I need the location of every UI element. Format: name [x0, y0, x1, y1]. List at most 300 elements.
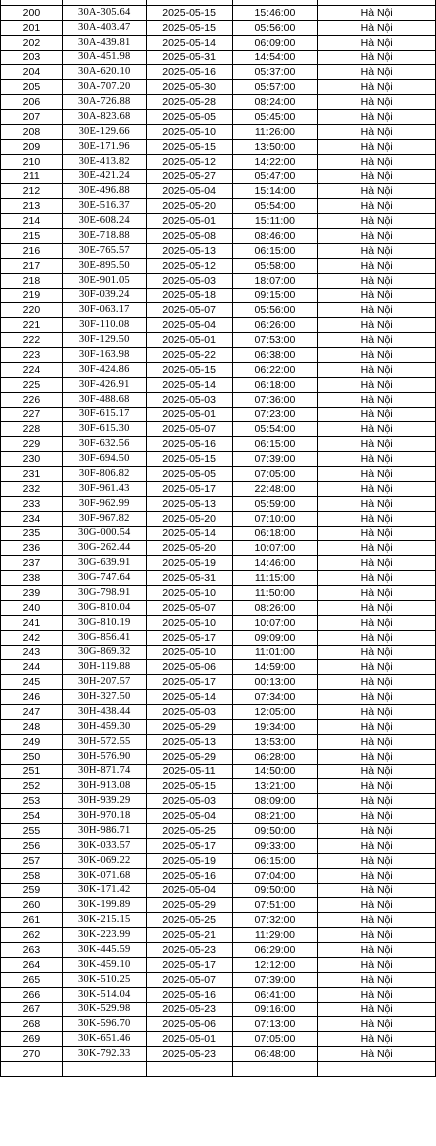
row-number-cell[interactable]: 250 — [1, 749, 63, 764]
plate-cell[interactable]: 30E-765.57 — [62, 243, 146, 258]
time-cell[interactable]: 05:47:00 — [232, 169, 318, 184]
date-cell[interactable]: 2025-05-28 — [146, 95, 232, 110]
plate-cell[interactable]: 30G-810.19 — [62, 615, 146, 630]
plate-cell[interactable]: 30K-651.46 — [62, 1032, 146, 1047]
date-cell[interactable]: 2025-05-03 — [146, 273, 232, 288]
city-cell[interactable]: Hà Nội — [318, 169, 436, 184]
date-cell[interactable]: 2025-05-29 — [146, 719, 232, 734]
city-cell[interactable]: Hà Nội — [318, 972, 436, 987]
city-cell[interactable]: Hà Nội — [318, 481, 436, 496]
row-number-cell[interactable]: 223 — [1, 348, 63, 363]
row-number-cell[interactable]: 226 — [1, 392, 63, 407]
row-number-cell[interactable]: 237 — [1, 556, 63, 571]
date-cell[interactable]: 2025-05-06 — [146, 1017, 232, 1032]
time-cell[interactable]: 06:22:00 — [232, 362, 318, 377]
city-cell[interactable] — [318, 1062, 436, 1077]
time-cell[interactable]: 07:36:00 — [232, 392, 318, 407]
plate-cell[interactable]: 30A-451.98 — [62, 50, 146, 65]
city-cell[interactable]: Hà Nội — [318, 779, 436, 794]
city-cell[interactable]: Hà Nội — [318, 600, 436, 615]
time-cell[interactable]: 07:32:00 — [232, 913, 318, 928]
city-cell[interactable]: Hà Nội — [318, 630, 436, 645]
plate-cell[interactable]: 30A-620.10 — [62, 65, 146, 80]
city-cell[interactable]: Hà Nội — [318, 943, 436, 958]
city-cell[interactable]: Hà Nội — [318, 467, 436, 482]
plate-cell[interactable] — [62, 1062, 146, 1077]
row-number-cell[interactable]: 208 — [1, 124, 63, 139]
date-cell[interactable]: 2025-05-23 — [146, 1002, 232, 1017]
plate-cell[interactable]: 30F-129.50 — [62, 333, 146, 348]
city-cell[interactable]: Hà Nội — [318, 719, 436, 734]
city-cell[interactable]: Hà Nội — [318, 615, 436, 630]
time-cell[interactable]: 08:09:00 — [232, 794, 318, 809]
city-cell[interactable]: Hà Nội — [318, 794, 436, 809]
row-number-cell[interactable]: 232 — [1, 481, 63, 496]
plate-cell[interactable]: 30K-199.89 — [62, 898, 146, 913]
date-cell[interactable]: 2025-05-15 — [146, 139, 232, 154]
row-number-cell[interactable]: 204 — [1, 65, 63, 80]
time-cell[interactable]: 07:10:00 — [232, 511, 318, 526]
city-cell[interactable]: Hà Nội — [318, 392, 436, 407]
row-number-cell[interactable]: 251 — [1, 764, 63, 779]
row-number-cell[interactable]: 246 — [1, 690, 63, 705]
city-cell[interactable]: Hà Nội — [318, 407, 436, 422]
row-number-cell[interactable]: 201 — [1, 20, 63, 35]
row-number-cell[interactable]: 233 — [1, 496, 63, 511]
row-number-cell[interactable]: 257 — [1, 853, 63, 868]
time-cell[interactable]: 05:54:00 — [232, 422, 318, 437]
time-cell[interactable]: 07:39:00 — [232, 972, 318, 987]
plate-cell[interactable]: 30A-726.88 — [62, 95, 146, 110]
time-cell[interactable] — [232, 1062, 318, 1077]
date-cell[interactable]: 2025-05-17 — [146, 838, 232, 853]
city-cell[interactable]: Hà Nội — [318, 690, 436, 705]
time-cell[interactable]: 14:22:00 — [232, 154, 318, 169]
date-cell[interactable]: 2025-05-19 — [146, 853, 232, 868]
plate-cell[interactable]: 30K-596.70 — [62, 1017, 146, 1032]
date-cell[interactable]: 2025-05-01 — [146, 1032, 232, 1047]
time-cell[interactable]: 19:34:00 — [232, 719, 318, 734]
city-cell[interactable]: Hà Nội — [318, 288, 436, 303]
city-cell[interactable]: Hà Nội — [318, 526, 436, 541]
time-cell[interactable]: 05:59:00 — [232, 496, 318, 511]
row-number-cell[interactable]: 254 — [1, 809, 63, 824]
time-cell[interactable]: 05:57:00 — [232, 80, 318, 95]
city-cell[interactable]: Hà Nội — [318, 95, 436, 110]
date-cell[interactable]: 2025-05-30 — [146, 80, 232, 95]
city-cell[interactable]: Hà Nội — [318, 734, 436, 749]
row-number-cell[interactable]: 255 — [1, 824, 63, 839]
time-cell[interactable]: 05:56:00 — [232, 303, 318, 318]
plate-cell[interactable]: 30A-707.20 — [62, 80, 146, 95]
time-cell[interactable]: 06:18:00 — [232, 377, 318, 392]
date-cell[interactable]: 2025-05-17 — [146, 630, 232, 645]
time-cell[interactable]: 11:15:00 — [232, 571, 318, 586]
plate-cell[interactable]: 30H-438.44 — [62, 705, 146, 720]
plate-cell[interactable]: 30F-961.43 — [62, 481, 146, 496]
date-cell[interactable]: 2025-05-03 — [146, 794, 232, 809]
plate-cell[interactable]: 30K-514.04 — [62, 987, 146, 1002]
row-number-cell[interactable] — [1, 1062, 63, 1077]
plate-cell[interactable]: 30H-939.29 — [62, 794, 146, 809]
date-cell[interactable]: 2025-05-21 — [146, 928, 232, 943]
date-cell[interactable]: 2025-05-19 — [146, 556, 232, 571]
city-cell[interactable]: Hà Nội — [318, 348, 436, 363]
plate-cell[interactable]: 30H-576.90 — [62, 749, 146, 764]
time-cell[interactable]: 09:16:00 — [232, 1002, 318, 1017]
row-number-cell[interactable]: 241 — [1, 615, 63, 630]
plate-cell[interactable]: 30E-516.37 — [62, 199, 146, 214]
plate-cell[interactable]: 30K-215.15 — [62, 913, 146, 928]
date-cell[interactable]: 2025-05-05 — [146, 467, 232, 482]
city-cell[interactable]: Hà Nội — [318, 1002, 436, 1017]
date-cell[interactable]: 2025-05-20 — [146, 541, 232, 556]
plate-cell[interactable]: 30K-529.98 — [62, 1002, 146, 1017]
time-cell[interactable]: 08:21:00 — [232, 809, 318, 824]
city-cell[interactable]: Hà Nội — [318, 1017, 436, 1032]
plate-cell[interactable]: 30E-129.66 — [62, 124, 146, 139]
plate-cell[interactable]: 30G-747.64 — [62, 571, 146, 586]
city-cell[interactable]: Hà Nội — [318, 80, 436, 95]
plate-cell[interactable]: 30E-901.05 — [62, 273, 146, 288]
time-cell[interactable]: 05:37:00 — [232, 65, 318, 80]
row-number-cell[interactable]: 213 — [1, 199, 63, 214]
time-cell[interactable]: 15:46:00 — [232, 5, 318, 20]
row-number-cell[interactable]: 252 — [1, 779, 63, 794]
date-cell[interactable]: 2025-05-29 — [146, 749, 232, 764]
row-number-cell[interactable]: 247 — [1, 705, 63, 720]
plate-cell[interactable]: 30E-171.96 — [62, 139, 146, 154]
city-cell[interactable]: Hà Nội — [318, 675, 436, 690]
time-cell[interactable]: 13:21:00 — [232, 779, 318, 794]
time-cell[interactable]: 09:33:00 — [232, 838, 318, 853]
row-number-cell[interactable]: 231 — [1, 467, 63, 482]
date-cell[interactable]: 2025-05-16 — [146, 868, 232, 883]
city-cell[interactable]: Hà Nội — [318, 437, 436, 452]
city-cell[interactable]: Hà Nội — [318, 258, 436, 273]
plate-cell[interactable]: 30E-413.82 — [62, 154, 146, 169]
city-cell[interactable]: Hà Nội — [318, 913, 436, 928]
time-cell[interactable]: 07:34:00 — [232, 690, 318, 705]
row-number-cell[interactable]: 245 — [1, 675, 63, 690]
time-cell[interactable]: 06:48:00 — [232, 1047, 318, 1062]
plate-cell[interactable]: 30K-459.10 — [62, 957, 146, 972]
date-cell[interactable]: 2025-05-04 — [146, 809, 232, 824]
plate-cell[interactable]: 30G-262.44 — [62, 541, 146, 556]
city-cell[interactable]: Hà Nội — [318, 333, 436, 348]
plate-cell[interactable]: 30F-488.68 — [62, 392, 146, 407]
row-number-cell[interactable]: 207 — [1, 110, 63, 125]
row-number-cell[interactable]: 234 — [1, 511, 63, 526]
time-cell[interactable]: 08:24:00 — [232, 95, 318, 110]
time-cell[interactable]: 13:50:00 — [232, 139, 318, 154]
row-number-cell[interactable]: 260 — [1, 898, 63, 913]
plate-cell[interactable]: 30H-207.57 — [62, 675, 146, 690]
date-cell[interactable]: 2025-05-07 — [146, 972, 232, 987]
plate-cell[interactable]: 30F-426.91 — [62, 377, 146, 392]
date-cell[interactable]: 2025-05-15 — [146, 779, 232, 794]
plate-cell[interactable]: 30K-033.57 — [62, 838, 146, 853]
time-cell[interactable]: 07:05:00 — [232, 467, 318, 482]
plate-cell[interactable]: 30A-305.64 — [62, 5, 146, 20]
date-cell[interactable] — [146, 1062, 232, 1077]
time-cell[interactable]: 14:54:00 — [232, 50, 318, 65]
row-number-cell[interactable]: 258 — [1, 868, 63, 883]
date-cell[interactable]: 2025-05-12 — [146, 154, 232, 169]
row-number-cell[interactable]: 209 — [1, 139, 63, 154]
row-number-cell[interactable]: 212 — [1, 184, 63, 199]
time-cell[interactable]: 07:39:00 — [232, 452, 318, 467]
time-cell[interactable]: 09:09:00 — [232, 630, 318, 645]
plate-cell[interactable]: 30H-871.74 — [62, 764, 146, 779]
city-cell[interactable]: Hà Nội — [318, 377, 436, 392]
row-number-cell[interactable]: 211 — [1, 169, 63, 184]
date-cell[interactable]: 2025-05-11 — [146, 764, 232, 779]
row-number-cell[interactable]: 216 — [1, 243, 63, 258]
time-cell[interactable]: 09:15:00 — [232, 288, 318, 303]
row-number-cell[interactable]: 244 — [1, 660, 63, 675]
time-cell[interactable]: 06:18:00 — [232, 526, 318, 541]
date-cell[interactable]: 2025-05-17 — [146, 957, 232, 972]
city-cell[interactable]: Hà Nội — [318, 20, 436, 35]
time-cell[interactable]: 06:15:00 — [232, 437, 318, 452]
city-cell[interactable]: Hà Nội — [318, 511, 436, 526]
time-cell[interactable]: 06:09:00 — [232, 35, 318, 50]
row-number-cell[interactable]: 224 — [1, 362, 63, 377]
plate-cell[interactable]: 30E-496.88 — [62, 184, 146, 199]
plate-cell[interactable]: 30G-798.91 — [62, 586, 146, 601]
row-number-cell[interactable]: 205 — [1, 80, 63, 95]
time-cell[interactable]: 07:04:00 — [232, 868, 318, 883]
time-cell[interactable]: 13:53:00 — [232, 734, 318, 749]
time-cell[interactable]: 06:41:00 — [232, 987, 318, 1002]
date-cell[interactable]: 2025-05-17 — [146, 481, 232, 496]
time-cell[interactable]: 07:53:00 — [232, 333, 318, 348]
time-cell[interactable]: 08:46:00 — [232, 229, 318, 244]
city-cell[interactable]: Hà Nội — [318, 556, 436, 571]
date-cell[interactable]: 2025-05-20 — [146, 199, 232, 214]
city-cell[interactable]: Hà Nội — [318, 586, 436, 601]
row-number-cell[interactable]: 269 — [1, 1032, 63, 1047]
date-cell[interactable]: 2025-05-07 — [146, 303, 232, 318]
plate-cell[interactable]: 30G-869.32 — [62, 645, 146, 660]
city-cell[interactable]: Hà Nội — [318, 273, 436, 288]
row-number-cell[interactable]: 239 — [1, 586, 63, 601]
row-number-cell[interactable]: 220 — [1, 303, 63, 318]
plate-cell[interactable]: 30H-572.55 — [62, 734, 146, 749]
plate-cell[interactable]: 30F-967.82 — [62, 511, 146, 526]
city-cell[interactable]: Hà Nội — [318, 824, 436, 839]
plate-cell[interactable]: 30E-718.88 — [62, 229, 146, 244]
plate-cell[interactable]: 30G-810.04 — [62, 600, 146, 615]
city-cell[interactable]: Hà Nội — [318, 809, 436, 824]
time-cell[interactable]: 11:26:00 — [232, 124, 318, 139]
city-cell[interactable]: Hà Nội — [318, 987, 436, 1002]
city-cell[interactable]: Hà Nội — [318, 65, 436, 80]
city-cell[interactable]: Hà Nội — [318, 749, 436, 764]
plate-cell[interactable]: 30K-223.99 — [62, 928, 146, 943]
row-number-cell[interactable]: 248 — [1, 719, 63, 734]
city-cell[interactable]: Hà Nội — [318, 452, 436, 467]
time-cell[interactable]: 11:29:00 — [232, 928, 318, 943]
plate-cell[interactable]: 30G-856.41 — [62, 630, 146, 645]
city-cell[interactable]: Hà Nội — [318, 868, 436, 883]
row-number-cell[interactable]: 203 — [1, 50, 63, 65]
time-cell[interactable]: 05:54:00 — [232, 199, 318, 214]
plate-cell[interactable]: 30K-792.33 — [62, 1047, 146, 1062]
time-cell[interactable]: 05:58:00 — [232, 258, 318, 273]
date-cell[interactable]: 2025-05-10 — [146, 615, 232, 630]
plate-cell[interactable]: 30F-694.50 — [62, 452, 146, 467]
date-cell[interactable]: 2025-05-08 — [146, 229, 232, 244]
row-number-cell[interactable]: 230 — [1, 452, 63, 467]
row-number-cell[interactable]: 221 — [1, 318, 63, 333]
city-cell[interactable]: Hà Nội — [318, 571, 436, 586]
city-cell[interactable]: Hà Nội — [318, 199, 436, 214]
date-cell[interactable]: 2025-05-03 — [146, 392, 232, 407]
city-cell[interactable]: Hà Nội — [318, 35, 436, 50]
plate-cell[interactable]: 30G-639.91 — [62, 556, 146, 571]
plate-cell[interactable]: 30F-424.86 — [62, 362, 146, 377]
plate-cell[interactable]: 30F-163.98 — [62, 348, 146, 363]
city-cell[interactable]: Hà Nội — [318, 1047, 436, 1062]
row-number-cell[interactable]: 214 — [1, 214, 63, 229]
city-cell[interactable]: Hà Nội — [318, 838, 436, 853]
time-cell[interactable]: 12:05:00 — [232, 705, 318, 720]
row-number-cell[interactable]: 215 — [1, 229, 63, 244]
row-number-cell[interactable]: 218 — [1, 273, 63, 288]
city-cell[interactable]: Hà Nội — [318, 422, 436, 437]
row-number-cell[interactable]: 229 — [1, 437, 63, 452]
time-cell[interactable]: 12:12:00 — [232, 957, 318, 972]
time-cell[interactable]: 11:01:00 — [232, 645, 318, 660]
plate-cell[interactable]: 30H-970.18 — [62, 809, 146, 824]
city-cell[interactable]: Hà Nội — [318, 139, 436, 154]
city-cell[interactable]: Hà Nội — [318, 705, 436, 720]
time-cell[interactable]: 07:13:00 — [232, 1017, 318, 1032]
city-cell[interactable]: Hà Nội — [318, 214, 436, 229]
time-cell[interactable]: 14:50:00 — [232, 764, 318, 779]
plate-cell[interactable]: 30K-069.22 — [62, 853, 146, 868]
time-cell[interactable]: 22:48:00 — [232, 481, 318, 496]
row-number-cell[interactable]: 267 — [1, 1002, 63, 1017]
row-number-cell[interactable]: 263 — [1, 943, 63, 958]
city-cell[interactable]: Hà Nội — [318, 496, 436, 511]
date-cell[interactable]: 2025-05-15 — [146, 20, 232, 35]
date-cell[interactable]: 2025-05-04 — [146, 883, 232, 898]
row-number-cell[interactable]: 217 — [1, 258, 63, 273]
time-cell[interactable]: 05:56:00 — [232, 20, 318, 35]
plate-cell[interactable]: 30E-421.24 — [62, 169, 146, 184]
date-cell[interactable]: 2025-05-03 — [146, 705, 232, 720]
time-cell[interactable]: 11:50:00 — [232, 586, 318, 601]
date-cell[interactable]: 2025-05-07 — [146, 422, 232, 437]
date-cell[interactable]: 2025-05-31 — [146, 571, 232, 586]
time-cell[interactable]: 07:51:00 — [232, 898, 318, 913]
city-cell[interactable]: Hà Nội — [318, 928, 436, 943]
city-cell[interactable]: Hà Nội — [318, 645, 436, 660]
date-cell[interactable]: 2025-05-22 — [146, 348, 232, 363]
date-cell[interactable]: 2025-05-29 — [146, 898, 232, 913]
date-cell[interactable]: 2025-05-25 — [146, 824, 232, 839]
time-cell[interactable]: 05:45:00 — [232, 110, 318, 125]
date-cell[interactable]: 2025-05-04 — [146, 184, 232, 199]
city-cell[interactable]: Hà Nội — [318, 853, 436, 868]
date-cell[interactable]: 2025-05-13 — [146, 734, 232, 749]
row-number-cell[interactable]: 261 — [1, 913, 63, 928]
plate-cell[interactable]: 30E-608.24 — [62, 214, 146, 229]
plate-cell[interactable]: 30G-000.54 — [62, 526, 146, 541]
row-number-cell[interactable]: 225 — [1, 377, 63, 392]
date-cell[interactable]: 2025-05-06 — [146, 660, 232, 675]
date-cell[interactable]: 2025-05-20 — [146, 511, 232, 526]
plate-cell[interactable]: 30F-039.24 — [62, 288, 146, 303]
date-cell[interactable]: 2025-05-15 — [146, 362, 232, 377]
date-cell[interactable]: 2025-05-05 — [146, 110, 232, 125]
date-cell[interactable]: 2025-05-23 — [146, 943, 232, 958]
date-cell[interactable]: 2025-05-14 — [146, 35, 232, 50]
date-cell[interactable]: 2025-05-04 — [146, 318, 232, 333]
city-cell[interactable]: Hà Nội — [318, 362, 436, 377]
plate-cell[interactable]: 30H-327.50 — [62, 690, 146, 705]
plate-cell[interactable]: 30E-895.50 — [62, 258, 146, 273]
time-cell[interactable]: 00:13:00 — [232, 675, 318, 690]
city-cell[interactable]: Hà Nội — [318, 229, 436, 244]
city-cell[interactable]: Hà Nội — [318, 764, 436, 779]
row-number-cell[interactable]: 262 — [1, 928, 63, 943]
row-number-cell[interactable]: 228 — [1, 422, 63, 437]
plate-cell[interactable]: 30K-071.68 — [62, 868, 146, 883]
time-cell[interactable]: 06:15:00 — [232, 853, 318, 868]
city-cell[interactable]: Hà Nội — [318, 883, 436, 898]
date-cell[interactable]: 2025-05-17 — [146, 675, 232, 690]
city-cell[interactable]: Hà Nội — [318, 303, 436, 318]
plate-cell[interactable]: 30H-119.88 — [62, 660, 146, 675]
row-number-cell[interactable]: 210 — [1, 154, 63, 169]
row-number-cell[interactable]: 264 — [1, 957, 63, 972]
date-cell[interactable]: 2025-05-10 — [146, 124, 232, 139]
date-cell[interactable]: 2025-05-07 — [146, 600, 232, 615]
date-cell[interactable]: 2025-05-15 — [146, 5, 232, 20]
row-number-cell[interactable]: 200 — [1, 5, 63, 20]
city-cell[interactable]: Hà Nội — [318, 110, 436, 125]
date-cell[interactable]: 2025-05-31 — [146, 50, 232, 65]
plate-cell[interactable]: 30H-459.30 — [62, 719, 146, 734]
time-cell[interactable]: 10:07:00 — [232, 615, 318, 630]
city-cell[interactable]: Hà Nội — [318, 124, 436, 139]
time-cell[interactable]: 15:14:00 — [232, 184, 318, 199]
plate-cell[interactable]: 30F-063.17 — [62, 303, 146, 318]
city-cell[interactable]: Hà Nội — [318, 50, 436, 65]
date-cell[interactable]: 2025-05-18 — [146, 288, 232, 303]
time-cell[interactable]: 06:15:00 — [232, 243, 318, 258]
plate-cell[interactable]: 30A-403.47 — [62, 20, 146, 35]
plate-cell[interactable]: 30A-823.68 — [62, 110, 146, 125]
row-number-cell[interactable]: 268 — [1, 1017, 63, 1032]
time-cell[interactable]: 14:46:00 — [232, 556, 318, 571]
plate-cell[interactable]: 30K-445.59 — [62, 943, 146, 958]
date-cell[interactable]: 2025-05-14 — [146, 690, 232, 705]
city-cell[interactable]: Hà Nội — [318, 541, 436, 556]
time-cell[interactable]: 10:07:00 — [232, 541, 318, 556]
time-cell[interactable]: 09:50:00 — [232, 883, 318, 898]
date-cell[interactable]: 2025-05-14 — [146, 526, 232, 541]
row-number-cell[interactable]: 227 — [1, 407, 63, 422]
row-number-cell[interactable]: 270 — [1, 1047, 63, 1062]
plate-cell[interactable]: 30K-510.25 — [62, 972, 146, 987]
city-cell[interactable]: Hà Nội — [318, 184, 436, 199]
city-cell[interactable]: Hà Nội — [318, 898, 436, 913]
